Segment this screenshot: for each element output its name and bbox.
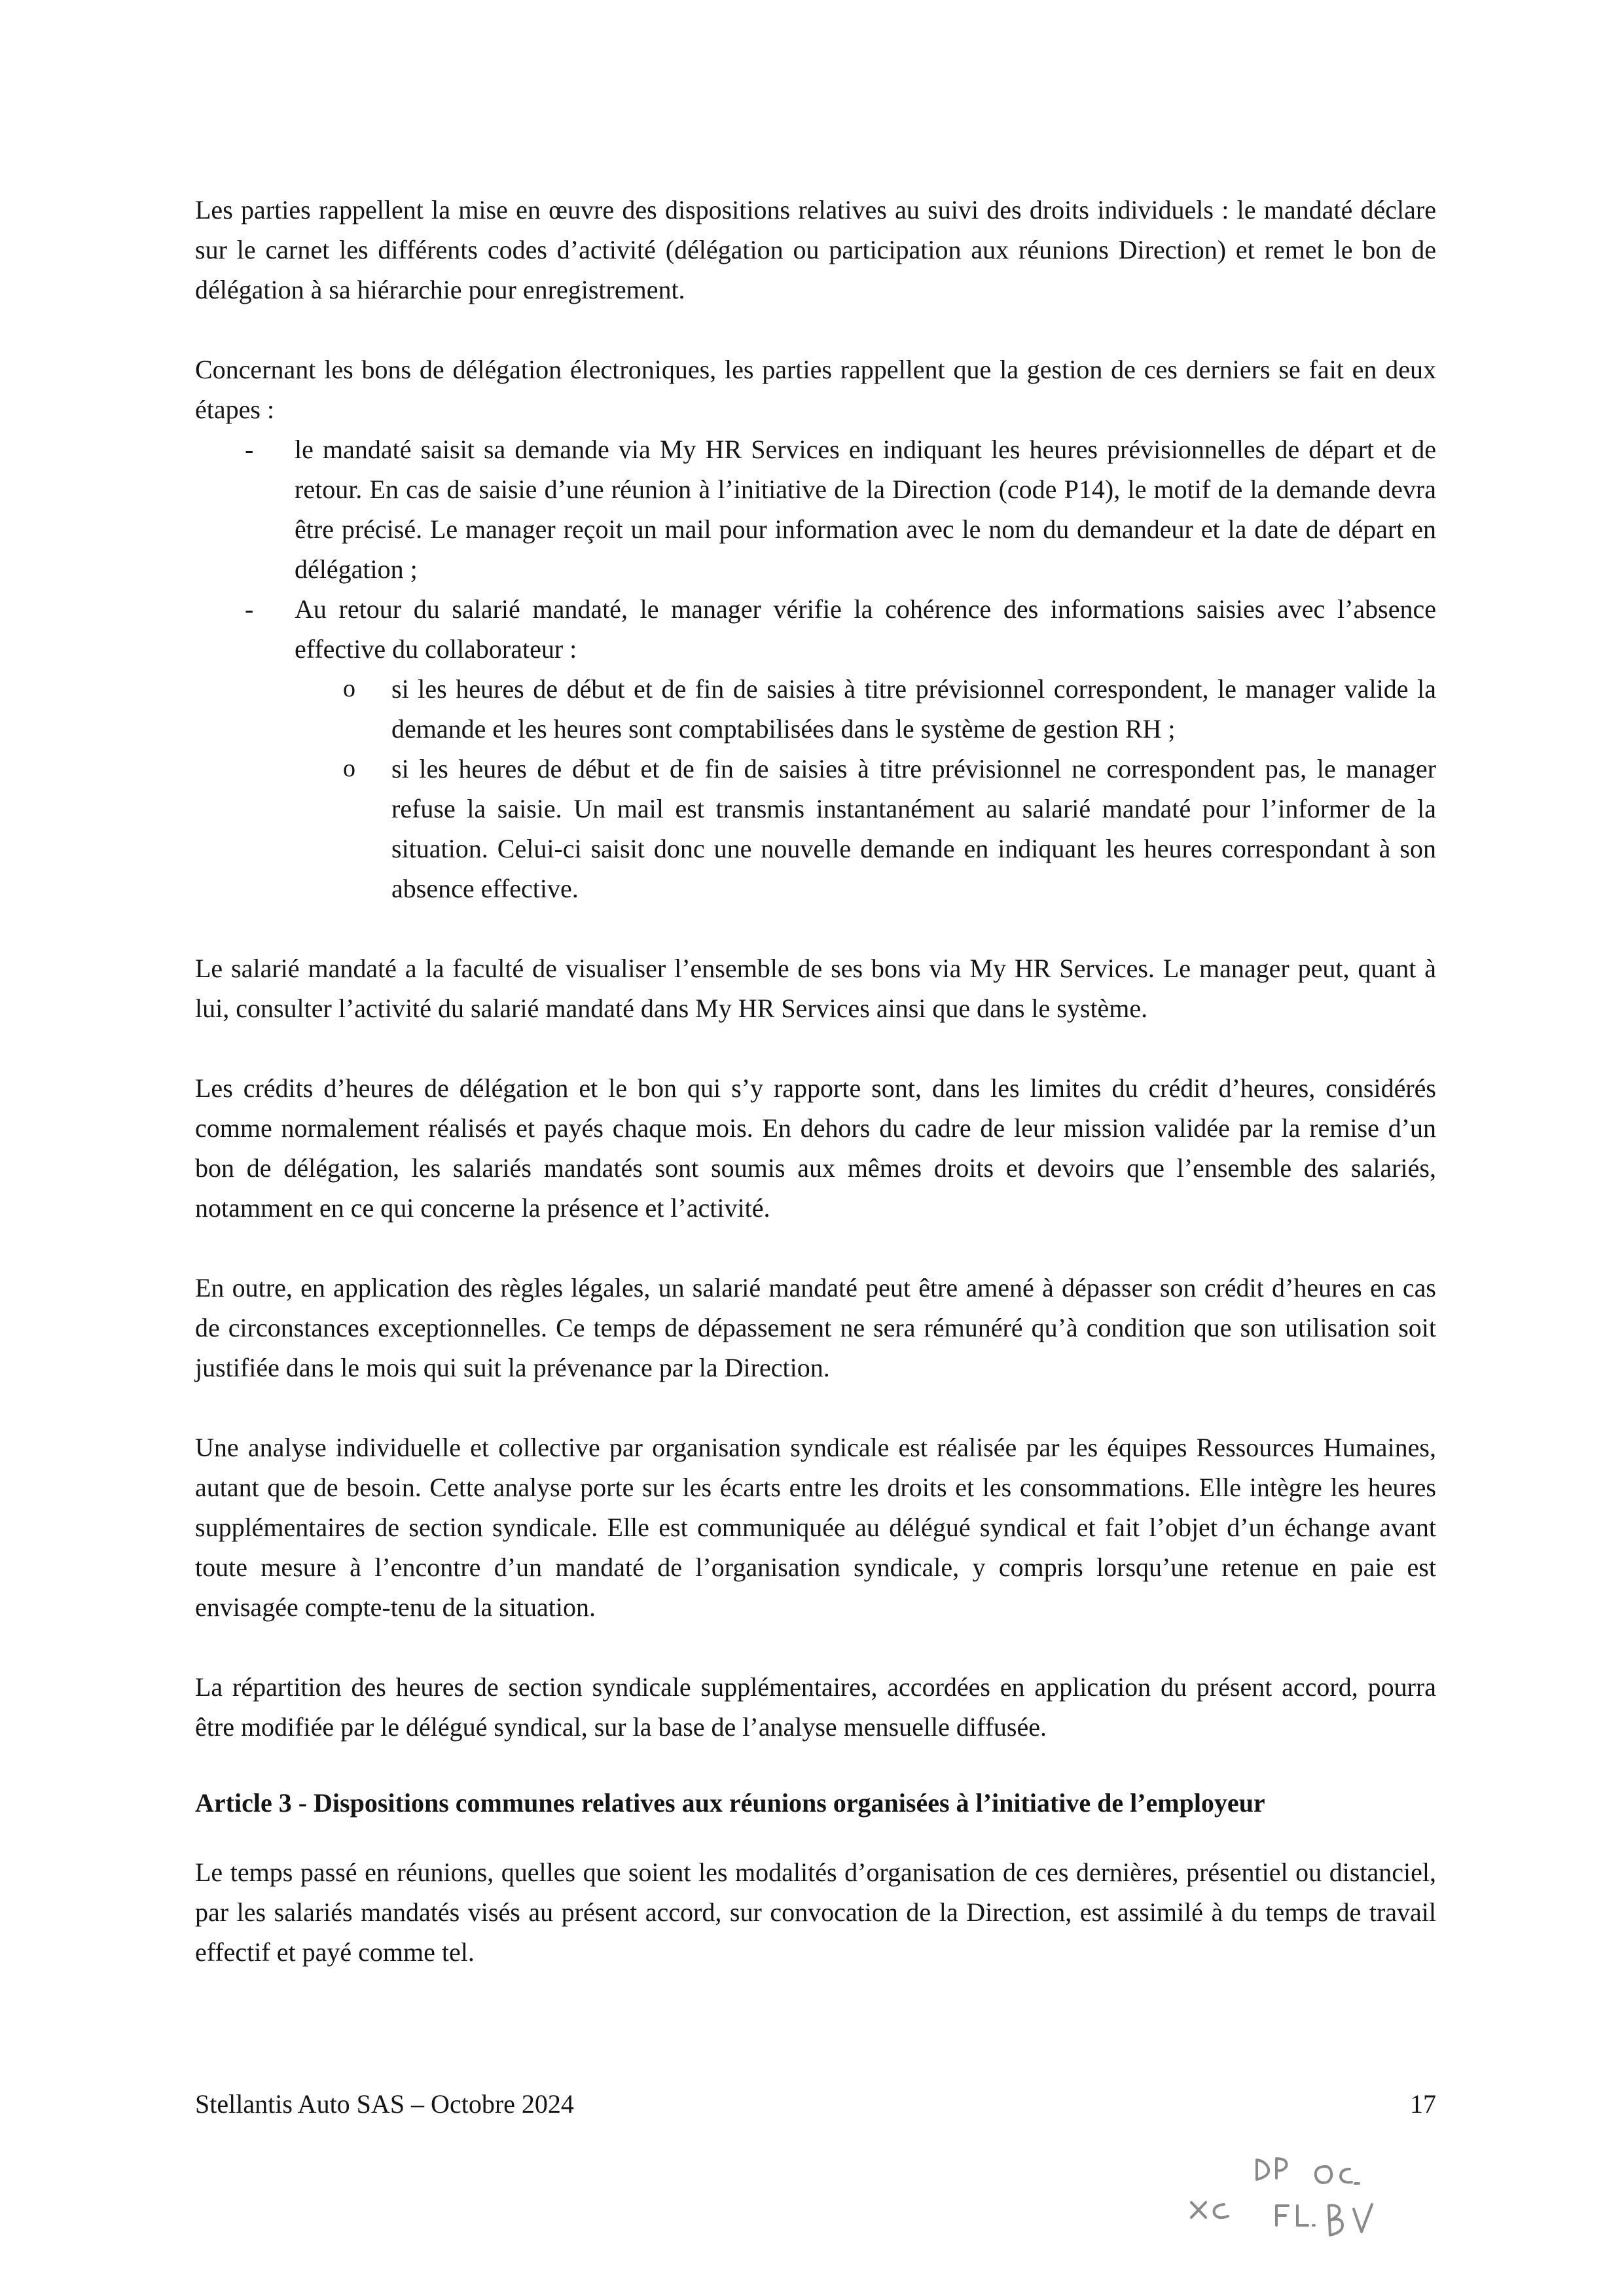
list-item [195,589,1436,908]
paragraph-credits-heures: Les crédits d’heures de délégation et le bon qui s’y rapporte sont, dans les limites du crédit d’heures, considérés comme normalement réalisés et payés chaque mois. En dehors du cadre de leur mission validée par la remise d’un bon de délégation, les salariés mandatés sont soumis aux mêmes droits et devoirs que l’ensemble des salariés, notamment en ce qui concerne la présence et l’activité. [195,1073,1436,1223]
paragraph-repartition-heures: La répartition des heures de section syndicale supplémentaires, accordées en application du présent accord, pourra être modifiée par le délégué syndical, sur la base de l’analyse mensuelle diffusée. [195,1672,1436,1742]
footer-company-date: Stellantis Auto SAS – Octobre 2024 [195,2089,574,2119]
paragraph-depassement-credit: En outre, en application des règles légales, un salarié mandaté peut être amené à dépasser son crédit d’heures en cas de circonstances exceptionnelles. Ce temps de dépassement ne sera rémunéré qu’à condition que son utilisation soit justifiée dans le mois qui suit la prévenance par la Direction. [195,1273,1436,1382]
sublist-item-text: si les heures de début et de fin de saisies à titre prévisionnel ne correspondent pas, le manager refuse la saisie. Un mail est transmis instantanément au salarié mandaté pour l’informer de la situation. Celui-ci saisit donc une nouvelle demande en indiquant les heures correspondant à son absence effective. [391,754,1436,903]
circle-bullet: o [343,755,355,782]
document-body [195,190,1436,2012]
list-item-text: Au retour du salarié mandaté, le manager vérifie la cohérence des informations saisies avec l’absence effective du collaborateur : [295,594,1436,664]
list-item-text: le mandaté saisit sa demande via My HR Services en indiquant les heures prévisionnelles de départ et de retour. En cas de saisie d’une réunion à l’initiative de la Direction (code P14), le motif de la demande devra être précisé. Le manager reçoit un mail pour information avec le nom du demandeur et la date de départ en délégation ; [295,435,1436,584]
circle-sublist [195,669,1436,908]
handwritten-initials-signature [1178,2140,1453,2258]
paragraph-analyse-individuelle: Une analyse individuelle et collective par organisation syndicale est réalisée par les équipes Ressources Humaines, autant que de besoin. Cette analyse porte sur les écarts entre les droits et les consommations. Elle intègre les heures supplémentaires de section syndicale. Elle est communiquée au délégué syndical et fait l’objet d’un échange avant toute mesure à l’encontre d’un mandaté de l’organisation syndicale, y compris lorsqu’une retenue en paie est envisagée compte-tenu de la situation. [195,1433,1436,1622]
article-3-heading: Article 3 - Dispositions communes relatives aux réunions organisées à l’initiative de l’employeur [195,1788,1265,1818]
circle-bullet: o [343,675,355,702]
dash-bullet: - [245,435,254,464]
paragraph-bons-delegation-intro: Concernant les bons de délégation électroniques, les parties rappellent que la gestion de ces derniers se fait en deux étapes : [195,355,1436,424]
dash-bullet: - [245,594,254,624]
paragraph-visualisation-bons: Le salarié mandaté a la faculté de visualiser l’ensemble de ses bons via My HR Services. Le manager peut, quant à lui, consulter l’activité du salarié mandaté dans My HR Services ainsi que dans le système. [195,954,1436,1023]
dash-list [195,429,1436,908]
paragraph-temps-reunions: Le temps passé en réunions, quelles que soient les modalités d’organisation de ces dernières, présentiel ou distanciel, par les salariés mandatés visés au présent accord, sur convocation de la Direction, est assimilé à du temps de travail effectif et payé comme tel. [195,1857,1436,1967]
sublist-item-text: si les heures de début et de fin de saisies à titre prévisionnel correspondent, le manager valide la demande et les heures sont comptabilisées dans le système de gestion RH ; [391,674,1436,744]
footer-page-number: 17 [1410,2089,1436,2119]
paragraph-suivi-droits: Les parties rappellent la mise en œuvre des dispositions relatives au suivi des droits individuels : le mandaté déclare sur le carnet les différents codes d’activité (délégation ou participation aux réunions Direction) et remet le bon de délégation à sa hiérarchie pour enregistrement. [195,195,1436,304]
list-item [195,429,1436,589]
sublist-item [195,749,1436,908]
sublist-item [195,669,1436,749]
